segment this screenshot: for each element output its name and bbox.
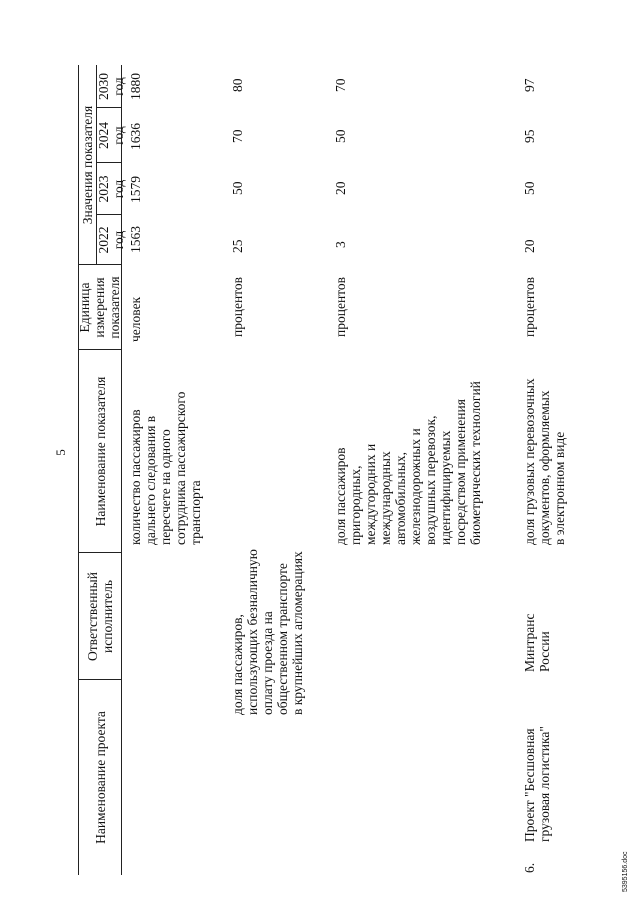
row1-value-2030: 1880 [128,73,143,100]
row4-value-2022: 20 [522,239,537,253]
header-year-2022: 2022 год [96,226,126,254]
row3-value-2022: 3 [333,241,348,248]
row4-responsible: Минтранс России [522,613,552,672]
row4-value-2023: 50 [522,181,537,195]
row3-value-2024: 50 [333,129,348,143]
page-number: 5 [53,449,68,456]
row2-value-2030: 80 [230,78,245,92]
row1-value-2023: 1579 [128,176,143,203]
row1-unit: человек [128,296,143,342]
header-year-2030: 2030 год [96,73,126,100]
header-year-2023: 2023 год [96,175,126,203]
header-project-name: Наименование проекта [93,711,108,844]
row2-value-2022: 25 [230,239,245,253]
row3-unit: процентов [333,276,348,337]
row4-project-name: Проект "Бесшовная грузовая логистика" [522,726,552,842]
row3-indicator: доля пассажиров пригородных, междугородних и международных автомобильных, железнодорожных и воздушных перевозок, идентифицируемых посредством применения биометрических технологий [333,381,483,545]
row1-value-2024: 1636 [128,123,143,150]
row4-value-2024: 95 [522,129,537,143]
row2-unit: процентов [230,276,245,337]
row1-value-2022: 1563 [128,226,143,253]
header-values-group: Значения показателя [80,105,95,225]
file-code: 5395156.doc [622,851,629,892]
row4-indicator: доля грузовых перевозочных документов, оформляемых в электронном виде [522,378,567,545]
header-responsible: Ответственный исполнитель [85,572,115,661]
row4-unit: процентов [522,276,537,337]
header-indicator-name: Наименование показателя [93,376,108,527]
row4-value-2030: 97 [522,78,537,92]
row4-number: 6. [522,862,537,873]
row1-indicator: количество пассажиров дальнего следования в пересчете на одного сотрудника пассажирского транспорта [128,391,203,545]
header-unit: Единица измерения показателя [77,276,122,339]
row2-value-2024: 70 [230,129,245,143]
row2-value-2023: 50 [230,181,245,195]
header-year-2024: 2024 год [96,122,126,149]
row3-value-2030: 70 [333,78,348,92]
table-top-border [78,65,79,875]
row3-value-2023: 20 [333,181,348,195]
row2-indicator: доля пассажиров, использующих безналичную оплату проезда на общественном транспорте в крупнейших агломерациях [230,549,305,715]
